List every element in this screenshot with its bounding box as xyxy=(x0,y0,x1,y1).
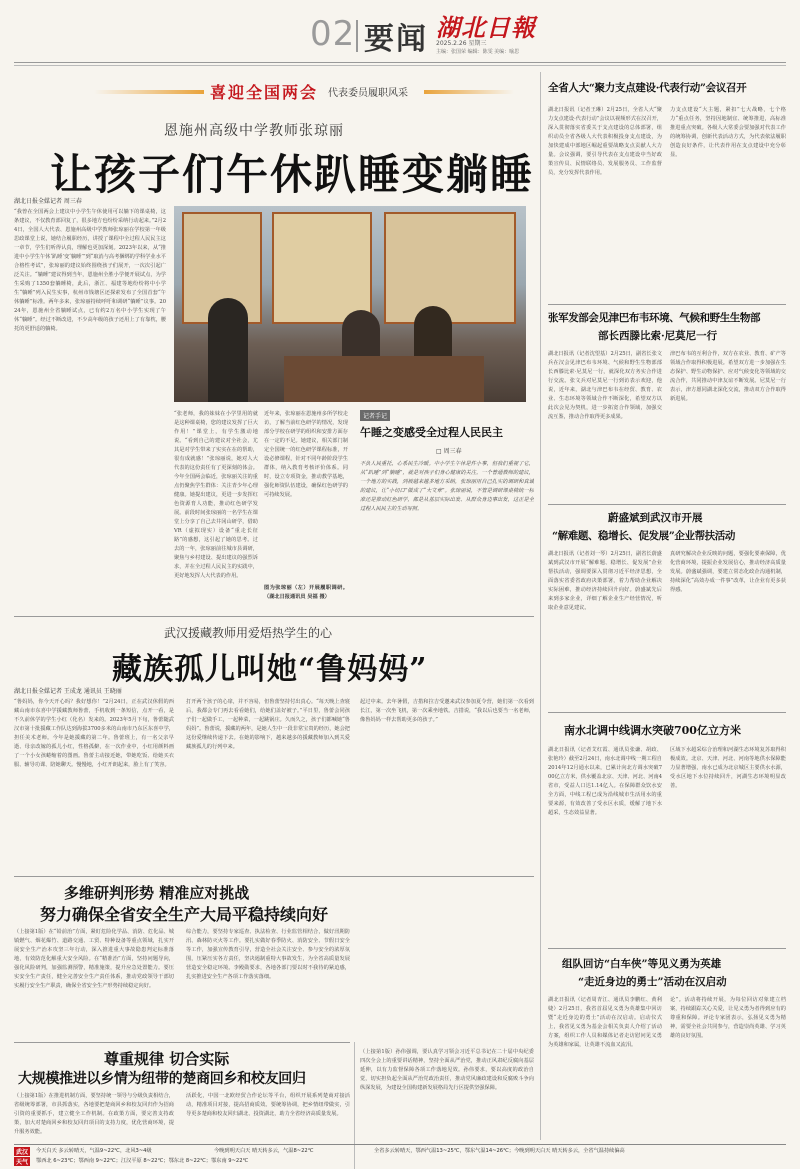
lead-photo-caption: 图为张琼丽（左）开展履职调研。（湖北日报通讯员 吴福 摄） xyxy=(264,585,348,600)
divider-tibet xyxy=(14,876,534,877)
discipline-body: （上接第1版）孙伟强调，要认真学习领会习近平总书记在二十届中央纪委四次全会上的重要讲话精神，坚持全面从严治党，推动正风肃纪反腐向基层延伸，以有力监督保障各项工作落地见效。孙伟要求，要以高度的政治自觉，切实担负起全面从严治党政治责任，推动党风廉政建设和反腐败斗争向纵深发展，为建设全国构建新发展格局先行区提供坚强保障。 xyxy=(360,1049,534,1091)
masthead-divider xyxy=(356,20,358,52)
masthead-rule xyxy=(14,62,786,63)
npc-body-col2: 力支点建设“大主题，紧扣”七大战略，七个格力“重点任务，坚持因地制宜、统筹推进，高标准推进重点突破。各级人大常委会要加强对代表工作的统筹协调，创新代表活动方式，为代表依法履职创造良好条件，让代表作用在支点建设中充分彰显。 xyxy=(670,107,786,158)
rural-headline1: 尊重规律 切合实际 xyxy=(104,1050,230,1068)
rural-body-col1: （上接第1版）在推进机制方面，要坚持统一领导与分级负责相结合，省级统筹部署，市县抓落实，各地要把楚商回乡和校友回归作为招商引资的重要抓手，建立健全工作机制。在政策方面，要完善支持政策，加大对楚商回乡和校友回归项目的支持力度，优化营商环境，提升服务效能。 xyxy=(14,1093,174,1135)
hero-headline1: 组队回访“白车侠”等见义勇为英雄 xyxy=(562,958,722,970)
divider-finance xyxy=(548,712,786,713)
editors-line: 主编：张国荣 编辑：陈雯 美编：喻思 xyxy=(436,49,520,55)
column-divider xyxy=(540,72,541,1140)
weather-province-text: 全省多云转晴天，鄂西气温13~25℃，鄂东气温14~26℃；今晚到明天白天 晴天转多云，全省气温持续偏高 xyxy=(374,1148,625,1154)
finance-body-col2: 真研究解决企业反映的问题，要强化要素保障，优化营商环境，提振企业发展信心，推动经济高质量发展。蔚盛斌强调，要建立常态化政企沟通机制，持续深化“高效办成一件事”改革，让企业有更多获得感。 xyxy=(670,551,786,593)
weather-province-label: 天气 xyxy=(16,1159,29,1166)
divider-envoy xyxy=(548,504,786,505)
main-area xyxy=(14,72,534,1142)
date-line: 2025.2.26 星期三 xyxy=(436,40,487,47)
weather-province-text2: 鄂西北 6~23℃；鄂西南 9~22℃；江汉平原 8~22℃；鄂东北 8~22℃；鄂东南 9~22℃ xyxy=(36,1158,249,1164)
safety-headline2: 努力确保全省安全生产大局平稳持续向好 xyxy=(40,905,329,924)
tibet-kicker: 武汉援藏教师用爱焐热学生的心 xyxy=(164,626,333,640)
npc-headline: 全省人大“聚力支点建设·代表行动”会议召开 xyxy=(548,82,747,94)
weather-footer xyxy=(14,1146,786,1168)
envoy-body-col2: 津巴布韦的互利合作，双方在农业、教育、矿产等领域合作取得积极进展。希望双方进一步加强在生态保护、野生动物保护、应对气候变化等领域的交流合作，共同推动中津友谊不断发展。尼莫尼一行表示，津方愿同湖北深化交流，推动双方合作取得新进展。 xyxy=(670,351,786,402)
notes-kicker: 记者手记 xyxy=(360,410,390,421)
paper-name-logo: 湖北日報 xyxy=(436,13,536,42)
tibet-body-col3: 起过中来。去年暑假，吉措和拉吉受邀来武汉参加夏令营，她们第一次看到长江，第一次坐飞机，第一次乘坐地铁。吉措说，“我以后也要当一名老师，像鲁妈妈一样去帮助更多的孩子。” xyxy=(360,699,534,723)
tibet-body-col2: 打开两个孩子的心扉，并不容易，但鲁蕾坚持付出真心。“每天晚上查寝后，我都会专门再去看看她们，给她们盖好被子。”平日里，鲁蕾会同孩子们一起做手工，一起种菜，一起跳锅庄。久而久之，孩子们都喊她“鲁妈妈”。鲁蕾说，援藏的两年，是她人生中一段非常宝贵的经历，她会把这份爱继续传递下去。在她的影响下，越来越多的援藏教师加入到关爱藏族孤儿的行列中来。 xyxy=(186,699,350,750)
water-body-col1: 湖北日报讯（记者艾红霞、通讯员张谦、胡政、张艳玲）截至2月24日，南水北调中线一期工程自2014年12月通水以来，已累计向北方调水突破700亿立方米，供水覆盖北京、天津、河北、河南4省市，受益人口达1.14亿人。在保障群众饮水安全方面，中线工程已成为沿线城市生活用水的重要来源，有效改善了受水区水质，缓解了地下水超采，生态效益显著。 xyxy=(548,747,662,816)
banner-subtitle: 代表委员履职风采 xyxy=(328,88,408,99)
lead-byline: 湖北日报全媒记者 周三春 xyxy=(14,198,82,205)
divider-water xyxy=(548,948,786,949)
two-sessions-banner xyxy=(14,78,534,108)
water-headline: 南水北调中线调水突破700亿立方米 xyxy=(564,724,741,737)
hero-body-col2: 论”。活动将持续开展，为每位回访对象建立档案，持续跟踪关心关爱，让见义勇为者得到应有的尊重和保障。评论专家团表示，弘扬见义勇为精神，需要全社会共同参与，营造崇尚英雄、学习英雄的良好氛围。 xyxy=(670,997,786,1039)
banner-stripe-left xyxy=(94,90,204,94)
weather-wuhan-text: 今天白天 多云转晴天，气温9~22℃，北风3~4级 xyxy=(36,1148,152,1154)
envoy-headline1: 张军发部会见津巴布韦环境、气候和野生生物部 xyxy=(548,312,761,324)
photo-display-board-right xyxy=(384,212,516,324)
masthead xyxy=(0,0,800,62)
safety-body-col2: 综合能力，要坚持专家巡查、执法检查、行业监管相结合，做好汛期防汛、森林防灭火等工作。要扎实做好春季防火、消防安全、节假日安全等工作，加强宣传教育引导，营造全社会关注安全、参与安全的浓厚氛围，压紧压实各方责任，坚决遏制重特大事故发生，为全省高质量发展营造安全稳定环境。李殿勋要求，各地各部门要以时不我待的紧迫感，扎实推进安全生产各项工作落实落细。 xyxy=(186,929,350,980)
photo-table xyxy=(284,356,484,402)
notes-title: 午睡之变感受全过程人民民主 xyxy=(360,426,503,439)
lead-body-col3: 近年来，张琼丽在恩施州多所学校走访，了解当前红色研学的情况，发现部分学校在研学的组织和安排方面存在一定的不足。她建议，相关部门制定全国统一的红色研学课程标准，开设必修课程，针对不同年龄阶段学生群体，纳入教育考核评价体系。同时，设立专项资金，推动教学基地，强化师资队伍建设，确保红色研学的可持续发展。 xyxy=(264,411,348,498)
envoy-headline2: 部长西滕比索·尼莫尼一行 xyxy=(598,330,718,342)
page-number: 02 xyxy=(310,14,356,54)
masthead-rule-thin xyxy=(14,65,786,66)
divider-lead xyxy=(14,616,534,617)
water-body-col2: 区域下水超采综合治理和河湖生态环境复苏取得积极成效。北京、天津、河北、河南等地供水保障能力显著增强，南水已成为北京城区主要供水水源，受水区地下水位持续回升，河湖生态环境明显改善。 xyxy=(670,747,786,789)
weather-wuhan-label: 武汉 xyxy=(16,1149,29,1156)
finance-body-col1: 湖北日报讯（记者刘一琴）2月25日，副省长蔚盛斌到武汉市开展“解难题、稳增长、促发展”企业帮扶活动，强调要深入贯彻习近平经济思想，全面落实省委省政府决策部署，着力帮助企业解决实际困难，推动经济持续回升向好。蔚盛斌先后来到多家企业，详细了解企业生产经营情况，听取企业意见建议。 xyxy=(548,551,662,611)
notes-byline: □ 周三春 xyxy=(436,448,462,455)
footer-rule xyxy=(14,1144,786,1145)
safety-body-col1: （上接第1版）在“铅前治”方面，紧盯危险化学品、消防、危化品、城镇燃气、烟花爆竹、道路交通、工贸、特种设备等重点领域，扎实开展安全生产治本攻坚三年行动，深入推进重大事故隐患判定标准落地，有效防范化解重大安全风险。在“精准治”方面，坚持问题导向，强化风险研判，加强监测预警，精准施策，提升应急处置能力。要压实安全生产责任，健全完善安全生产责任体系，推动党政领导干部切实履行安全生产职责，确保全省安全生产形势持续稳定向好。 xyxy=(14,929,174,989)
tibet-byline: 湖北日报全媒记者 王成龙 通讯员 王晓丽 xyxy=(14,688,122,695)
reporter-notes-box xyxy=(360,410,534,610)
lead-headline: 让孩子们午休趴睡变躺睡 xyxy=(50,150,535,199)
lead-body-col1: “我曾在全国两会上建议中小学生午休使用可以躺下的课桌椅，这条建议，不仅教育部回复了，很多地方也纷纷采纳行动起来。”2月24日，全国人大代表、恩施州高级中学教师张琼丽在学校第一年级思政课堂上说，她结合履职经历，讲授了课程中全过程人民民主这一章节，学生们听得认真，理解也更加深刻。2023年以来，从“推进中小学生午休‘趴睡’变‘躺睡’”到“取消与高考捆绑的学科学业水平合格性考试”，张琼丽的建议始终围绕孩子们展开，一次次引起广泛关注。“躺睡”建议得到当年，恩施州全胜小学便开展试点，为学生采购了1350套躺睡椅，此后，浙江、福建等地纷纷将中小学生“躺睡”列入民生实事，杭州市钱塘区还探索发布了全国首套“午休躺睡”标准。两年多来，张琼丽持续呼吁和调研“躺睡”议事。2024年，恩施州全省躺睡试点，已有约2万名中小学生实现了午休“躺睡”。经过不断改进，不少高年级的孩子还用上了有靠枕，腰托的更舒适的躺椅。 xyxy=(14,209,166,332)
npc-body-col1: 湖北日报讯（记者王琳）2月25日，全省人大“聚力支点建设·代表行动”会议以视频形式在汉召开，深入贯彻落实省委关于支点建设的总体部署，组织动员全省各级人大代表积极投身支点建设，为加快建成中部地区崛起重要战略支点贡献人大力量。会议强调，要引导代表在支点建设中当好政策宣传员、民情联络员、发展服务员、工作监督员，充分发挥代表作用。 xyxy=(548,107,662,176)
rural-headline2: 大规模推进以乡情为纽带的楚商回乡和校友回归 xyxy=(18,1071,306,1087)
lead-photo xyxy=(174,206,526,402)
notes-body: 不负人民重托，心系民生冷暖。中小学生午休是件小事，但我们重视了它，从“趴睡”到“躺睡”，就是对孩子们身心健康的关注。一个普通教师的建议，一个地方的实践，到被越来越多地方采纳，张琼丽用自己扎实的调研和真诚的建议，让“小切口”做成了“大文章”。张琼丽说，不管是调研课桌椅统一标准还是推动红色研学，都是从基层实际出发、从群众身边事出发，这正是全过程人民民主的生动写照。 xyxy=(360,461,534,512)
divider-npc xyxy=(548,304,786,305)
tibet-headline: 藏族孤儿叫她“鲁妈妈” xyxy=(112,652,428,687)
right-column xyxy=(548,72,786,1142)
lead-body-col2: “张老师，我的妹妹在小学里用的就是这种课桌椅，您的建议发挥了巨大作用！”课堂上，有学生激动地说。“看到自己的建议对全社会，尤其是对学生带来了实实在在的帮助，很有成就感！”张琼丽说，她对人大代表的这份责任有了更深刻的体会。今年全国两会临近，张琼丽关注的重点仍聚焦学生群体：关注青少年心理健康。她提出建议，更进一步发挥红色资源育人功能，推动红色研学发展。前段时间张琼丽的一名学生在课堂上分享了自己去井冈山研学，借助VR（虚拟现实）设备“重走长征路”的感想，这引起了她的思考。过去的一年，张琼丽前往城市县调研，聚焦与乡村建设、提出建议的强烈诉求，并在全过程人民民主的实践中，更好地发挥人大代表的作用。 xyxy=(174,411,258,579)
hero-body-col1: 湖北日报讯（记者周青江、通讯员李鹏红、黄利婕）2月25日，我省首届见义勇为英雄集中回访暨“走近身边的勇士”活动在汉启动。启动仪式上，我省见义勇为基金会相关负责人介绍了活动方案，组织工作人员和媒体记者走访慰问见义勇为英雄和家属，让英雄不流血又流泪。 xyxy=(548,997,662,1048)
banner-title: 喜迎全国两会 xyxy=(210,83,319,102)
hero-headline2: “走近身边的勇士”活动在汉启动 xyxy=(578,976,727,988)
finance-headline2: “解难题、稳增长、促发展”企业帮扶活动 xyxy=(552,530,735,542)
lead-kicker: 恩施州高级中学教师张琼丽 xyxy=(164,123,344,139)
banner-stripe-right xyxy=(424,90,514,94)
safety-headline1: 多维研判形势 精准应对挑战 xyxy=(64,884,250,902)
divider-safety xyxy=(14,1042,350,1043)
photo-figure-left xyxy=(208,298,248,402)
tibet-body-col1: “鲁妈妈，你今天开心吗？我好想你！”2月24日，正在武汉休假的西藏山南市东喜中学援藏教师鲁蕾，手机收到一条短信，点开一看，是不久前休学的学生小红（化名）发来的。2023年5月下旬，鲁蕾随武汉市第十批援藏工作队达到海拔3700多米的山南市乃东区东喜中学，担任美术老师。今年是她援藏的第二年。鲁蕾班上，有一名父亲早逝、母亲改嫁的孤儿小红，性格孤僻，在一次作业中，小红用颜料画了一个小女孩蜷缩着的图画。鲁蕾主动接近她，带她吃饭、给她买衣服、辅导功课、陪她聊天。慢慢地，小红开朗起来，脸上有了笑容。 xyxy=(14,699,174,768)
rural-body-col2: 活跃化，中国一北欧经贸合作论坛等平台，组织开展系列楚商对接活动，精准项目对接，提高招商质效。要统筹协调，把乡情纽带做实，引导更多楚商和校友回归湖北、投资湖北，助力全省经济高质量发展。 xyxy=(186,1093,350,1117)
photo-display-board-mid xyxy=(272,212,372,324)
envoy-body-col1: 湖北日报讯（记者沈望基）2月25日，副省长张文兵在汉会见津巴布韦环境、气候和野生生物部部长西滕比索·尼莫尼一行，就深化双方务实合作进行交流。张文兵对尼莫尼一行到访表示欢迎，他说，近年来，湖北与津巴布韦在经贸、教育、农业、生态环境等领域合作不断深化，希望双方以此次会见为契机，进一步拓宽合作领域，加强交流互鉴，推动合作取得更多成果。 xyxy=(548,351,662,420)
finance-headline1: 蔚盛斌到武汉市开展 xyxy=(608,512,703,524)
section-title: 要闻 xyxy=(364,22,428,57)
weather-wuhan-text2: 今晚到明天白天 晴天转多云，气温8~22℃ xyxy=(214,1148,314,1154)
